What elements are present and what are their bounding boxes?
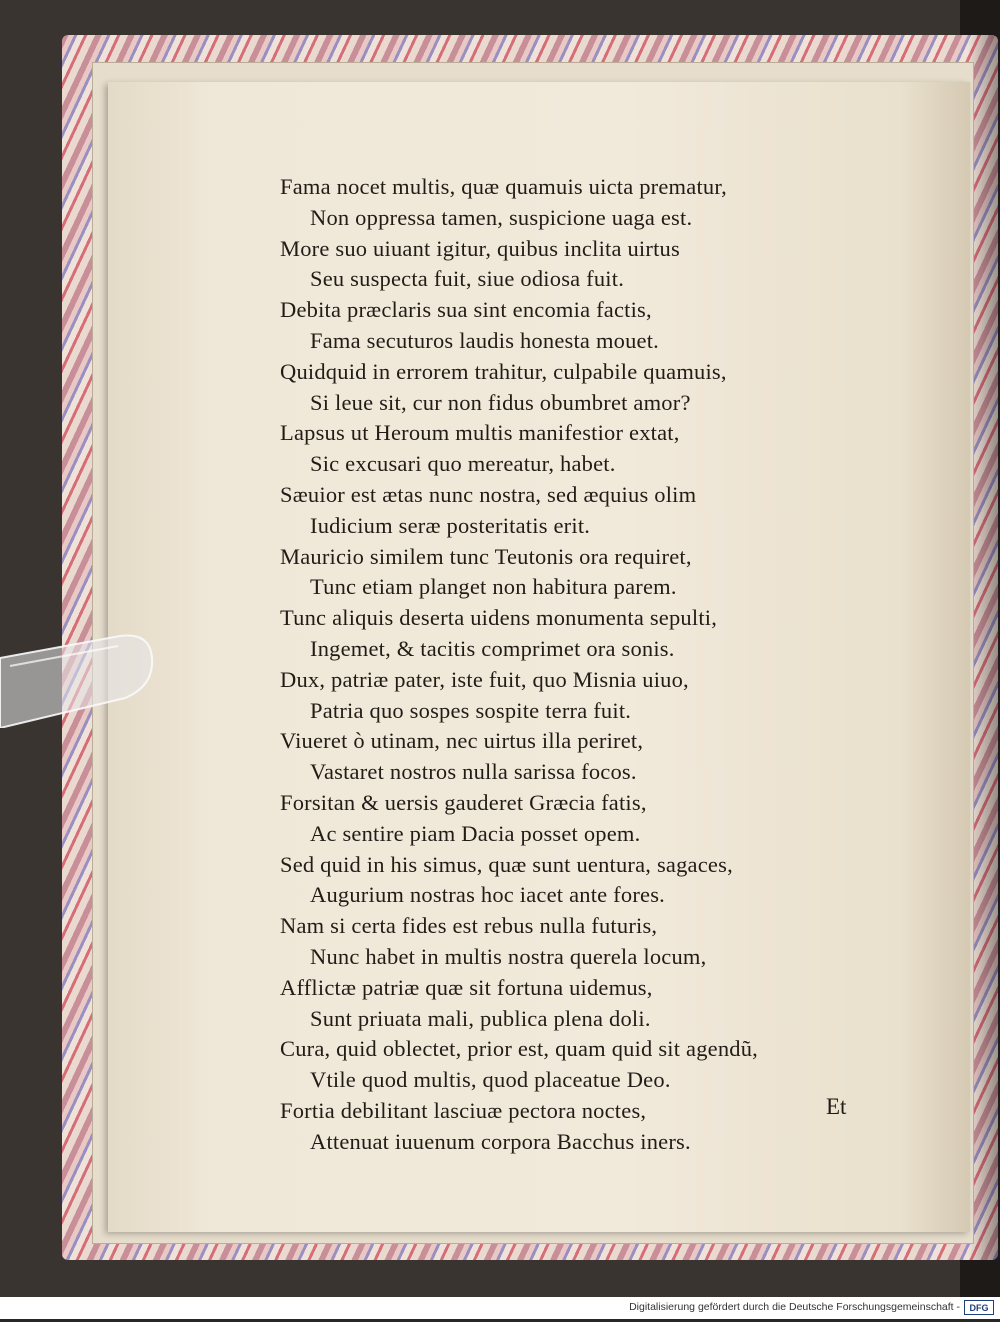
verse-line: Ac sentire piam Dacia posset opem.	[310, 820, 641, 846]
verse-line: Tunc etiam planget non habitura parem.	[310, 574, 677, 600]
verse-line: Vastaret nostros nulla sarissa focos.	[310, 759, 637, 785]
verse-line: Attenuat iuuenum corpora Bacchus iners.	[310, 1128, 691, 1154]
verse-line: Patria quo sospes sospite terra fuit.	[310, 697, 632, 723]
verse-line: Sæuior est ætas nunc nostra, sed æquius olim	[280, 481, 697, 507]
verse-line: Augurium nostras hoc iacet ante fores.	[310, 882, 665, 908]
verse-line: Fortia debilitant lasciuæ pectora noctes,	[280, 1097, 647, 1123]
verse-line: Quidquid in errorem trahitur, culpabile quamuis,	[280, 358, 727, 384]
funding-credit: Digitalisierung gefördert durch die Deutsche Forschungsgemeinschaft -	[629, 1301, 960, 1313]
verse-line: Seu suspecta fuit, siue odiosa fuit.	[310, 266, 625, 292]
catchword: Et	[826, 1094, 847, 1119]
verse-line: Non oppressa tamen, suspicione uaga est.	[310, 204, 693, 230]
verse-line: Ingemet, & tacitis comprimet ora sonis.	[310, 635, 675, 661]
verse-line: Nunc habet in multis nostra querela locum,	[310, 943, 707, 969]
verse-line: Cura, quid oblectet, prior est, quam quid sit agendũ,	[280, 1036, 759, 1062]
verse-line: Forsitan & uersis gauderet Græcia fatis,	[280, 789, 647, 815]
dfg-logo-icon: DFG	[964, 1300, 994, 1315]
footer-bar	[0, 1297, 1000, 1319]
verse-line: Tunc aliquis deserta uidens monumenta sepulti,	[280, 605, 718, 631]
verse-line: More suo uiuant igitur, quibus inclita uirtus	[280, 235, 680, 261]
verse-line: Si leue sit, cur non fidus obumbret amor?	[310, 389, 691, 415]
verse-line: Sed quid in his simus, quæ sunt uentura, sagaces,	[280, 851, 733, 877]
page-holder-clip-icon	[0, 628, 158, 728]
verse-line: Fama secuturos laudis honesta mouet.	[310, 327, 660, 353]
verse-line: Nam si certa fides est rebus nulla futuris,	[280, 913, 658, 939]
verse-line: Dux, patriæ pater, iste fuit, quo Misnia uiuo,	[280, 666, 689, 692]
verse-line: Vtile quod multis, quod placeatue Deo.	[310, 1067, 671, 1093]
verse-line: Lapsus ut Heroum multis manifestior extat,	[280, 420, 680, 446]
verse-line: Viueret ò utinam, nec uirtus illa periret,	[280, 728, 644, 754]
verse-line: Fama nocet multis, quæ quamuis uicta prematur,	[280, 174, 727, 199]
verse-line: Mauricio similem tunc Teutonis ora requiret,	[280, 543, 692, 569]
verse-line: Debita præclaris sua sint encomia factis,	[280, 297, 652, 323]
poem-text	[280, 172, 900, 1158]
verse-line: Sic excusari quo mereatur, habet.	[310, 451, 616, 477]
verse-line: Sunt priuata mali, publica plena doli.	[310, 1005, 651, 1031]
verse-line: Afflictæ patriæ quæ sit fortuna uidemus,	[280, 974, 653, 1000]
verse-line: Iudicium seræ posteritatis erit.	[310, 512, 591, 538]
